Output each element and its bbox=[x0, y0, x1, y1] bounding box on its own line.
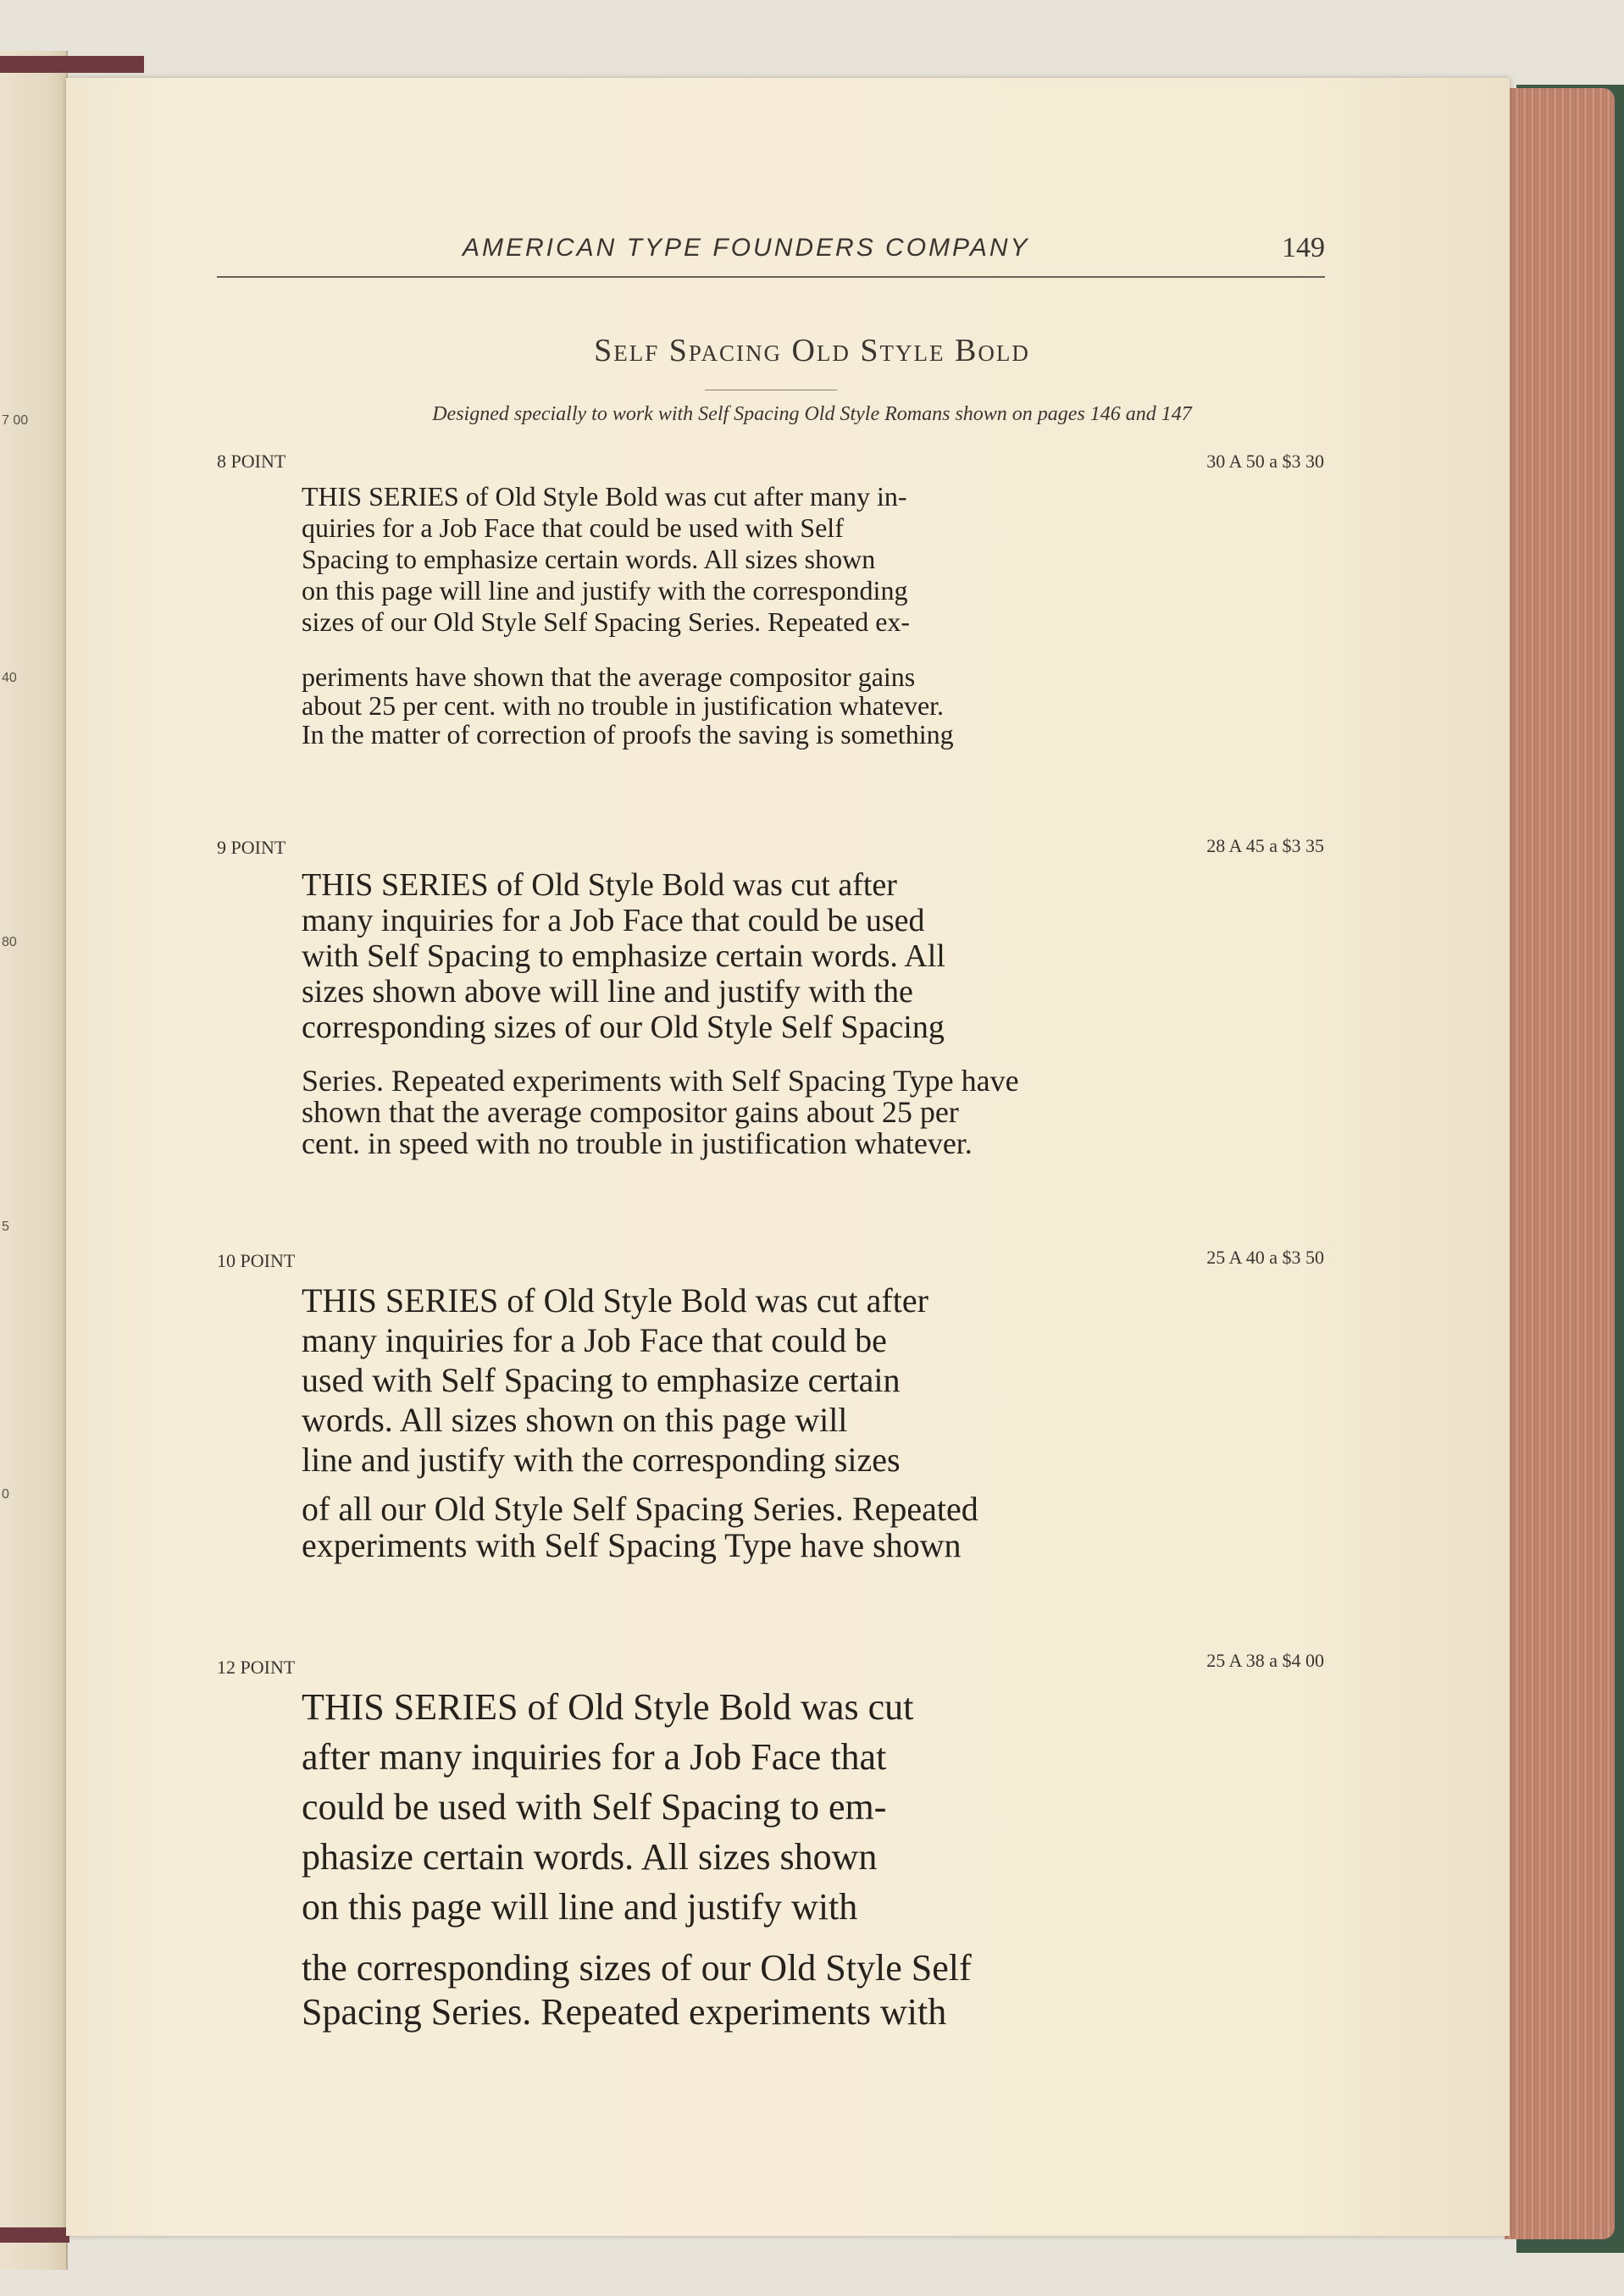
price-10pt: 25 A 40 a $3 50 bbox=[1206, 1247, 1324, 1268]
specimen-line: after many inquiries for a Job Face that bbox=[302, 1736, 887, 1778]
price-8pt: 30 A 50 a $3 30 bbox=[1206, 451, 1324, 472]
specimen-line: many inquiries for a Job Face that could be bbox=[302, 1321, 887, 1359]
specimen-line: could be used with Self Spacing to em- bbox=[302, 1786, 887, 1828]
book-cover-bottom bbox=[0, 2227, 69, 2243]
price-9pt: 28 A 45 a $3 35 bbox=[1206, 835, 1324, 856]
specimen-line: phasize certain words. All sizes shown bbox=[302, 1836, 878, 1878]
margin-mark: 5 bbox=[2, 1220, 9, 1234]
page-heading: Self Spacing Old Style Bold bbox=[594, 333, 1030, 368]
specimen-line: Series. Repeated experiments with Self Spacing Type have bbox=[302, 1064, 1019, 1098]
specimen-9pt-bold-block bbox=[302, 867, 1240, 1045]
specimen-line: corresponding sizes of our Old Style Self Spacing bbox=[302, 1010, 945, 1045]
specimen-line: THIS SERIES of Old Style Bold was cut after many in- bbox=[302, 481, 907, 512]
specimen-line: on this page will line and justify with bbox=[302, 1886, 858, 1928]
price-12pt: 25 A 38 a $4 00 bbox=[1206, 1650, 1324, 1671]
specimen-line: the corresponding sizes of our Old Style Self bbox=[302, 1947, 972, 1989]
margin-mark: 40 bbox=[2, 671, 17, 685]
specimen-10pt-mixed-block bbox=[302, 1491, 1240, 1563]
specimen-line: line and justify with the corresponding sizes bbox=[302, 1441, 901, 1479]
specimen-line: used with Self Spacing to emphasize certain bbox=[302, 1361, 901, 1399]
page-number: 149 bbox=[1282, 232, 1325, 263]
specimen-8pt-bold-block bbox=[302, 481, 1240, 638]
specimen-12pt-bold-block bbox=[302, 1682, 1240, 1932]
size-label-8pt: 8 POINT bbox=[217, 451, 286, 472]
specimen-line: In the matter of correction of proofs the saving is something bbox=[302, 719, 954, 750]
specimen-line: on this page will line and justify with the corresponding bbox=[302, 575, 908, 606]
running-head bbox=[217, 234, 1325, 278]
specimen-line: THIS SERIES of Old Style Bold was cut after bbox=[302, 867, 897, 903]
margin-mark: 7 00 bbox=[2, 413, 29, 428]
specimen-9pt-mixed-block bbox=[302, 1065, 1240, 1159]
specimen-10pt-bold-block bbox=[302, 1281, 1240, 1480]
specimen-line: of all our Old Style Self Spacing Series. Repeated bbox=[302, 1490, 978, 1528]
size-label-12pt: 12 POINT bbox=[217, 1657, 296, 1678]
specimen-line: experiments with Self Spacing Type have shown bbox=[302, 1526, 962, 1564]
specimen-line: cent. in speed with no trouble in justification whatever. bbox=[302, 1126, 973, 1160]
specimen-line: sizes of our Old Style Self Spacing Series. Repeated ex- bbox=[302, 606, 911, 637]
specimen-line: with Self Spacing to emphasize certain words. All bbox=[302, 938, 945, 974]
facing-page-edge bbox=[0, 51, 68, 2270]
page-subtitle: Designed specially to work with Self Spacing Old Style Romans shown on pages 146 and 147 bbox=[432, 403, 1192, 425]
size-label-10pt: 10 POINT bbox=[217, 1250, 296, 1271]
specimen-line: THIS SERIES of Old Style Bold was cut bbox=[302, 1686, 914, 1728]
specimen-line: many inquiries for a Job Face that could be used bbox=[302, 903, 925, 938]
specimen-line: shown that the average compositor gains about 25 per bbox=[302, 1095, 959, 1129]
specimen-line: about 25 per cent. with no trouble in justification whatever. bbox=[302, 690, 945, 721]
book-cover-top bbox=[0, 56, 144, 73]
size-label-9pt: 9 POINT bbox=[217, 837, 286, 858]
margin-mark: 80 bbox=[2, 935, 17, 949]
specimen-8pt-mixed-block bbox=[302, 662, 1240, 749]
specimen-line: sizes shown above will line and justify with the bbox=[302, 974, 913, 1010]
specimen-12pt-mixed-block bbox=[302, 1946, 1240, 2034]
specimen-line: periments have shown that the average compositor gains bbox=[302, 661, 916, 692]
specimen-line: words. All sizes shown on this page will bbox=[302, 1401, 848, 1439]
running-title: AMERICAN TYPE FOUNDERS COMPANY bbox=[463, 234, 1030, 262]
specimen-line: Spacing to emphasize certain words. All sizes shown bbox=[302, 544, 876, 574]
specimen-line: Spacing Series. Repeated experiments with bbox=[302, 1991, 947, 2033]
margin-mark: 0 bbox=[2, 1487, 9, 1502]
specimen-line: quiries for a Job Face that could be used with Self bbox=[302, 512, 844, 543]
specimen-line: THIS SERIES of Old Style Bold was cut after bbox=[302, 1281, 928, 1320]
